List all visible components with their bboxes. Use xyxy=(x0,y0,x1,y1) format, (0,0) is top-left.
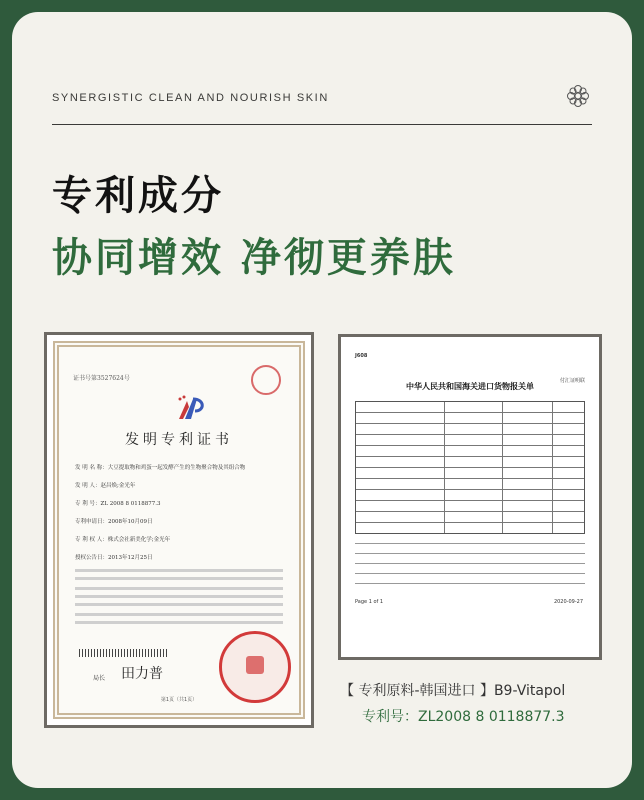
patent-number-caption: 专利号：ZL2008 8 0118877.3 xyxy=(362,709,565,725)
declaration-subtitle: 付汇证明联 xyxy=(559,378,585,384)
certificate-field: 专 利 号：ZL 2008 8 0118877.3 xyxy=(75,501,161,507)
signature-label: 局长 xyxy=(93,675,106,682)
declaration-title: 中华人民共和国海关进口货物报关单 xyxy=(406,382,534,391)
ingredient-caption: 【 专利原料-韩国进口 】B9-Vitapol xyxy=(340,683,566,699)
signature: 田力普 xyxy=(121,666,163,682)
customs-declaration-image xyxy=(338,334,602,660)
patent-office-logo-icon xyxy=(175,393,209,423)
certificate-body-text xyxy=(75,603,283,606)
page-subtitle: 协同增效 净彻更养肤 xyxy=(52,235,456,281)
certificate-border xyxy=(53,341,305,719)
certificate-body-text xyxy=(75,621,283,624)
certificate-body-text xyxy=(75,569,283,572)
certificate-body-text xyxy=(75,577,283,580)
certificate-body-text xyxy=(75,613,283,616)
certificate-number: 证书号第3527624号 xyxy=(73,375,130,382)
patent-certificate-image xyxy=(44,332,314,728)
certificate-body-text xyxy=(75,595,283,598)
declaration-code: J608 xyxy=(355,353,368,359)
certificate-page: 第1页（共1页） xyxy=(160,697,198,703)
certificate-field: 发 明 名 称：大豆提取物和鸡蛋一起发酵产生的生物聚合物及其组合物 xyxy=(75,465,246,471)
stamp-icon xyxy=(251,365,281,395)
certificate-field: 发 明 人：赵昌焕;金光年 xyxy=(75,483,136,489)
barcode xyxy=(79,649,169,657)
certificate-body-text xyxy=(75,587,283,590)
certificate-title: 发明专利证书 xyxy=(125,432,233,448)
certificate-field: 专利申请日：2008年10月09日 xyxy=(75,519,153,525)
declaration-date: 2020-09-27 xyxy=(553,599,583,605)
official-seal-icon xyxy=(219,631,291,703)
divider xyxy=(52,124,592,125)
page-title: 专利成分 xyxy=(52,173,224,219)
flower-icon xyxy=(566,84,590,108)
certificate-field: 专 利 权 人：株式会社新美化学;金光年 xyxy=(75,537,171,543)
declaration-table-lower xyxy=(355,533,585,589)
declaration-page: Page 1 of 1 xyxy=(355,599,384,605)
tagline: SYNERGISTIC CLEAN AND NOURISH SKIN xyxy=(52,92,329,104)
certificate-field: 授权公告日：2013年12月25日 xyxy=(75,555,153,561)
